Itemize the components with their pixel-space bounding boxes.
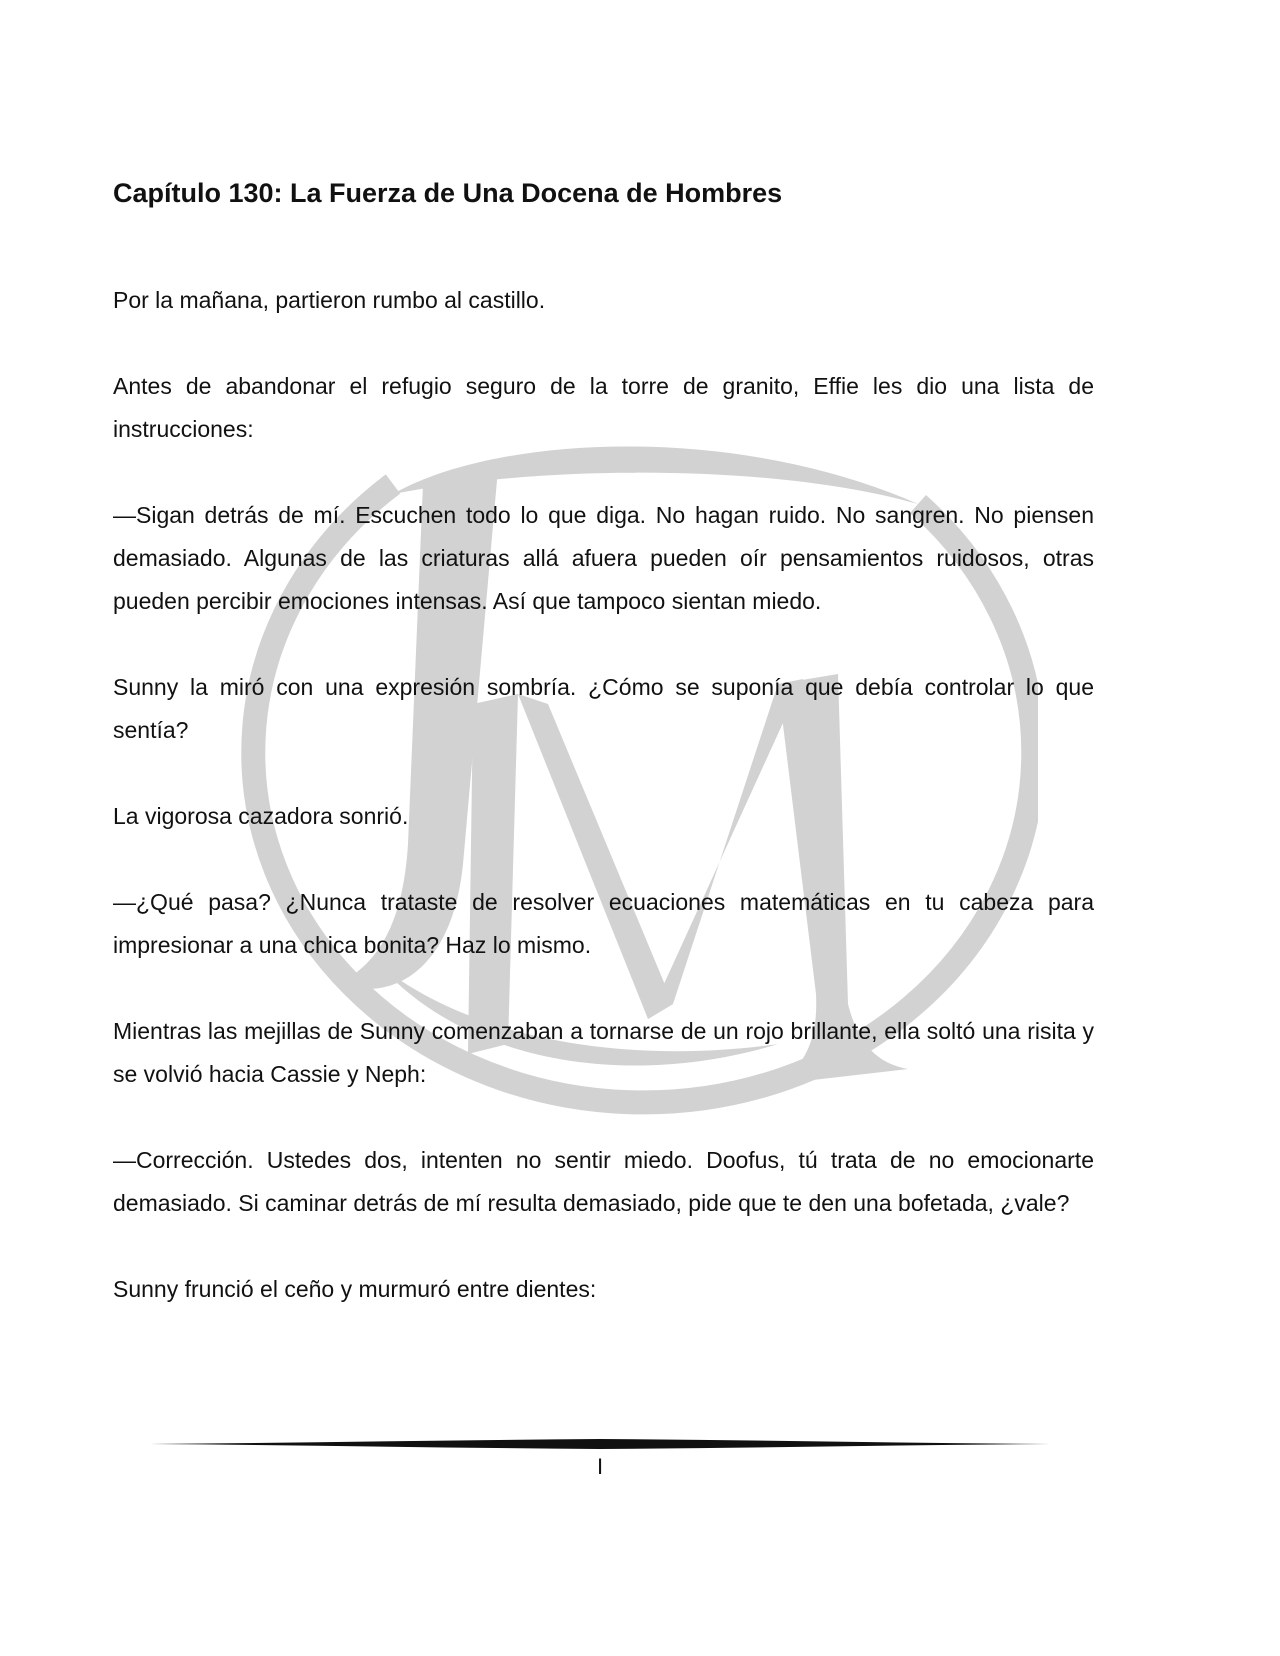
chapter-title: Capítulo 130: La Fuerza de Una Docena de Hombres [113, 178, 783, 208]
page-body [113, 176, 1094, 1354]
page-number: I [596, 1454, 604, 1479]
footer-divider [150, 1438, 1050, 1450]
paragraph: La vigorosa cazadora sonrió. [113, 803, 409, 829]
paragraph: —Sigan detrás de mí. Escuchen todo lo que diga. No hagan ruido. No sangren. No piensen demasiado. Algunas de las criaturas allá afuera pueden oír pensamientos ruidosos, otras pueden percibir emociones intensas. Así que tampoco sientan miedo. [113, 502, 1094, 614]
paragraph: —Corrección. Ustedes dos, intenten no sentir miedo. Doofus, tú trata de no emocionarte demasiado. Si caminar detrás de mí resulta demasiado, pide que te den una bofetada, ¿vale? [113, 1147, 1094, 1216]
paragraph: Sunny la miró con una expresión sombría. ¿Cómo se suponía que debía controlar lo que sentía? [113, 674, 1094, 743]
paragraph: Sunny frunció el ceño y murmuró entre dientes: [113, 1276, 597, 1302]
paragraph: Por la mañana, partieron rumbo al castillo. [113, 287, 546, 313]
paragraph: —¿Qué pasa? ¿Nunca trataste de resolver ecuaciones matemáticas en tu cabeza para impresionar a una chica bonita? Haz lo mismo. [113, 889, 1094, 958]
paragraph: Mientras las mejillas de Sunny comenzaban a tornarse de un rojo brillante, ella soltó una risita y se volvió hacia Cassie y Neph: [113, 1018, 1094, 1087]
paragraph: Antes de abandonar el refugio seguro de la torre de granito, Effie les dio una lista de instrucciones: [113, 373, 1094, 442]
